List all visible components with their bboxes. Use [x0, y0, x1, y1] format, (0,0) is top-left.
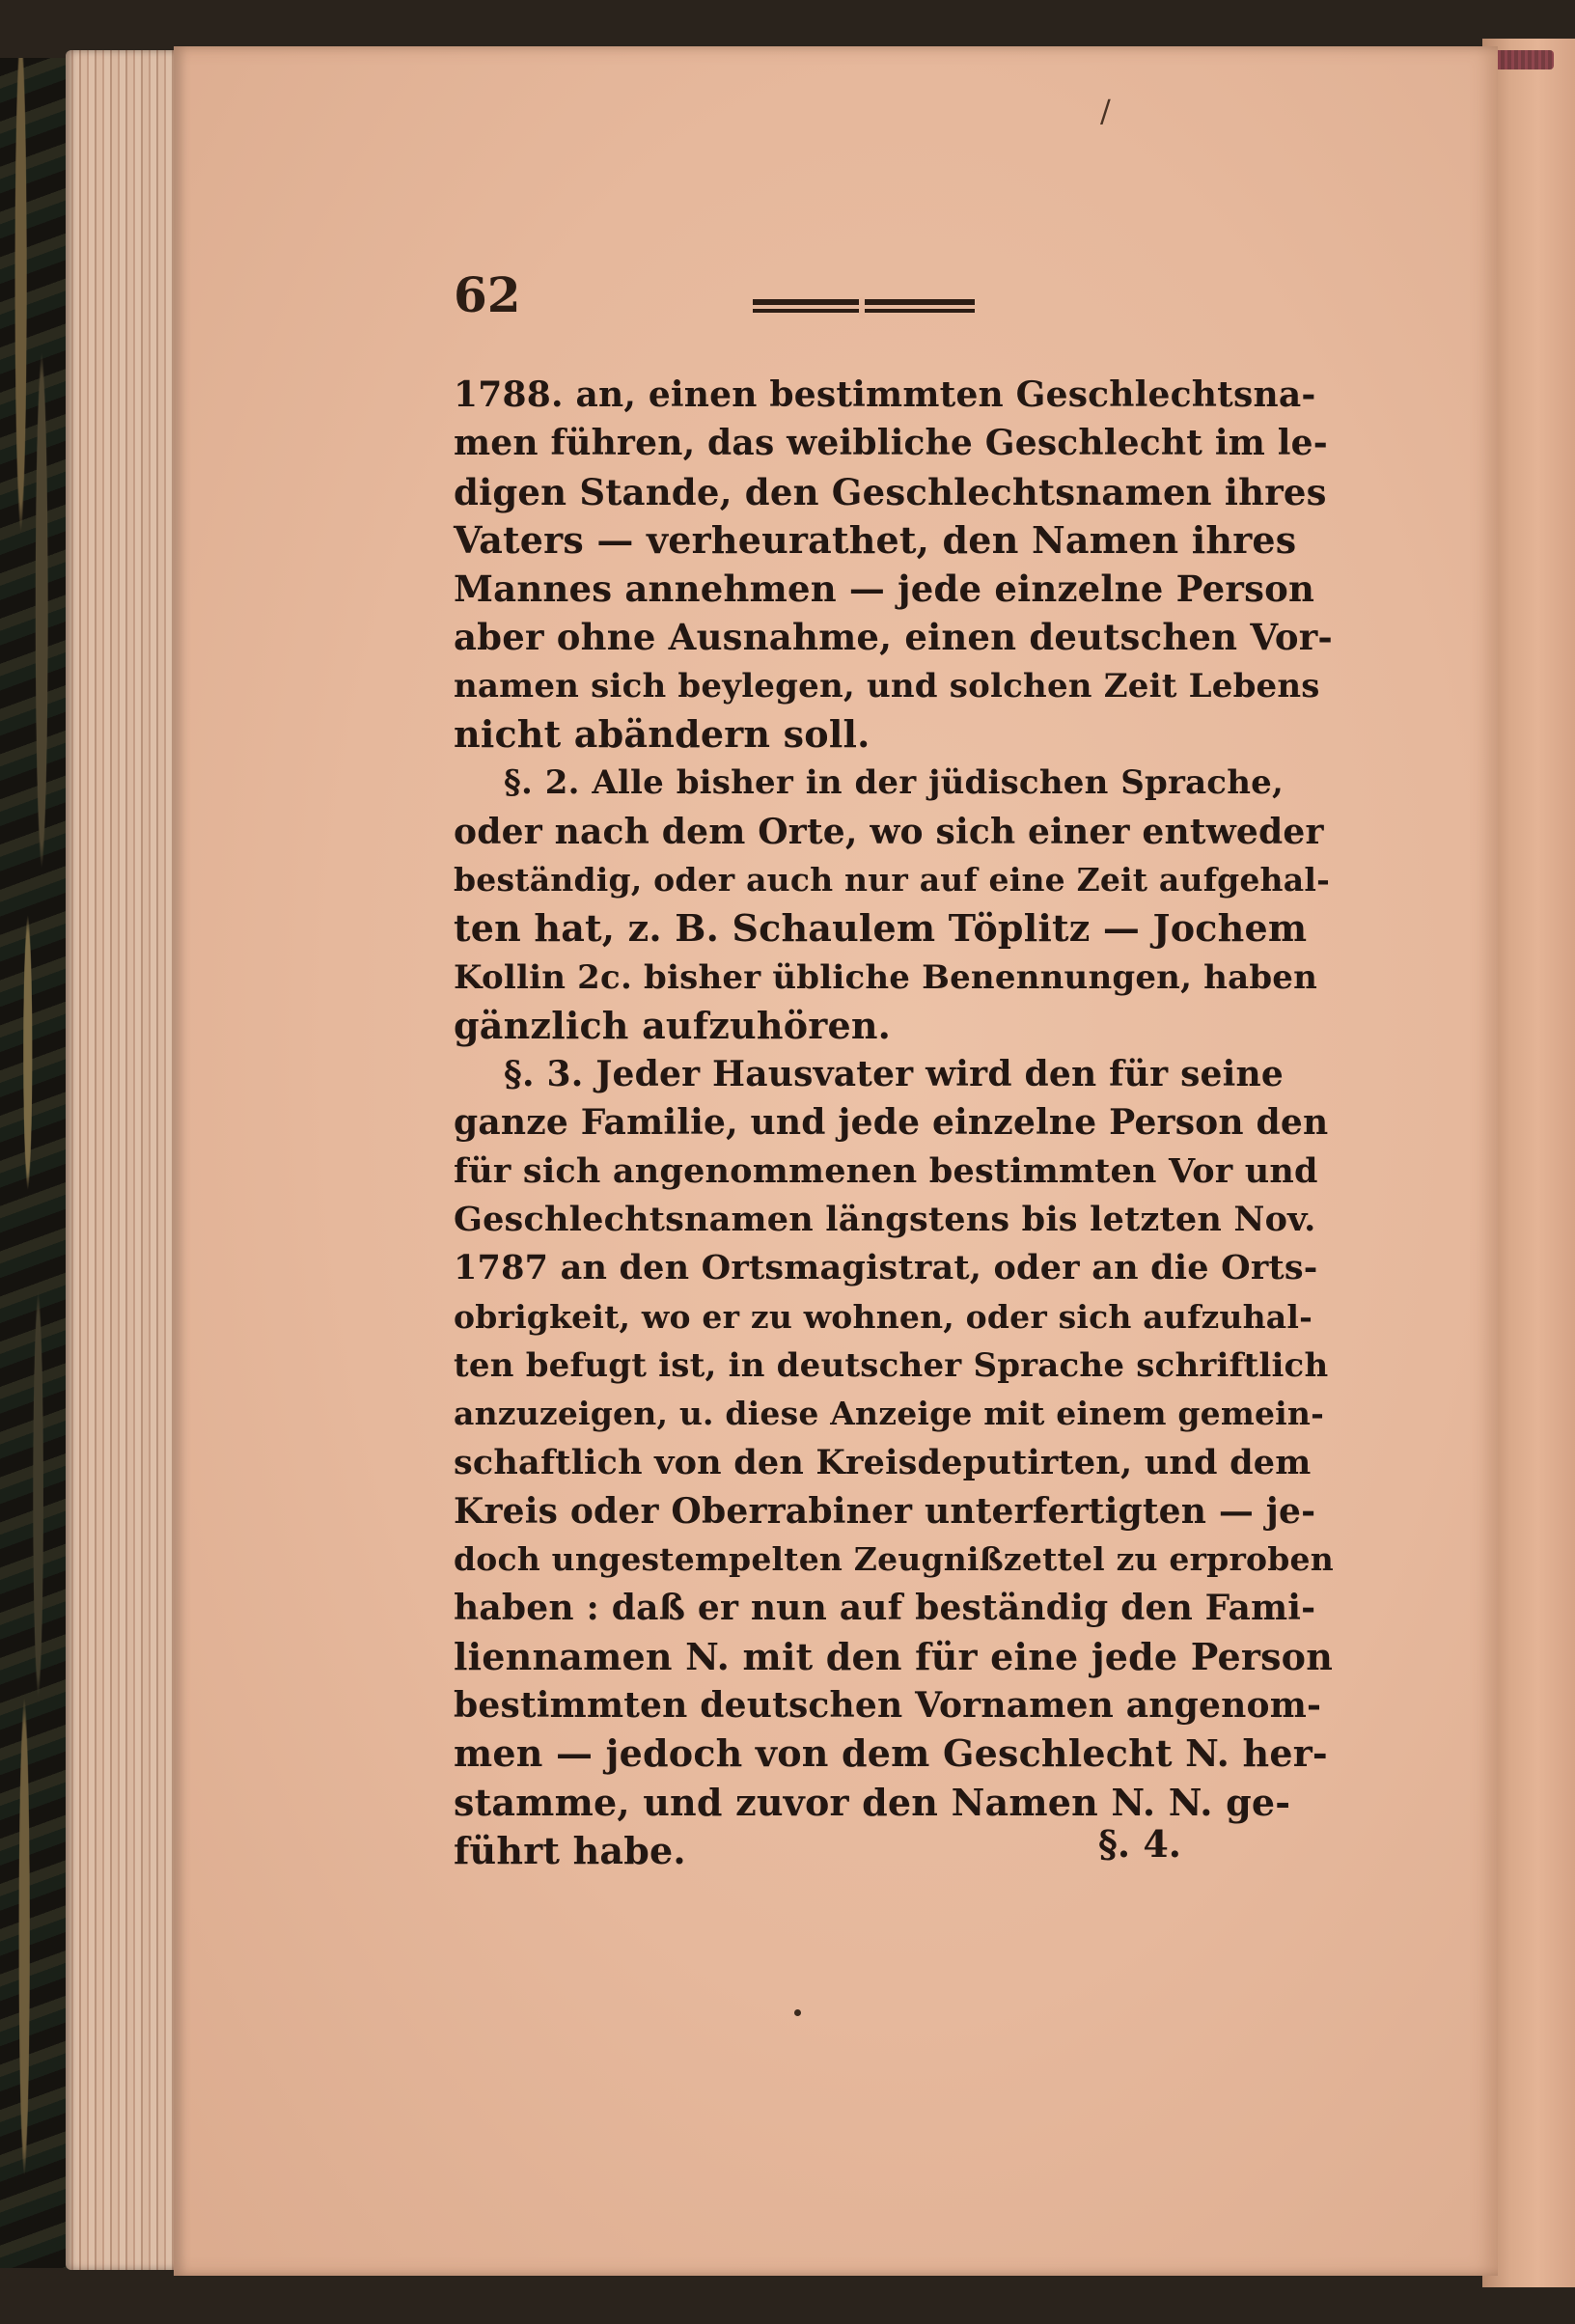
text-line: obrigkeit, wo er zu wohnen, oder sich aufzuhal-: [454, 1297, 1313, 1336]
text-line: aber ohne Ausnahme, einen deutschen Vor-: [454, 616, 1333, 659]
text-line: beständig, oder auch nur auf eine Zeit aufgehal-: [454, 860, 1330, 899]
catchword: §. 4.: [1098, 1822, 1182, 1866]
text-line: schaftlich von den Kreisdeputirten, und dem: [454, 1442, 1312, 1482]
text-line: oder nach dem Orte, wo sich einer entweder: [454, 811, 1324, 852]
body-text: [454, 371, 1334, 1875]
ink-speck: [794, 2009, 801, 2016]
page-edges: [66, 50, 181, 2270]
paragraph-start: §. 2. Alle bisher in der jüdischen Sprache,: [504, 763, 1284, 803]
text-line: namen sich beylegen, und solchen Zeit Lebens: [454, 666, 1320, 706]
text-line: digen Stande, den Geschlechtsnamen ihres: [454, 470, 1327, 513]
text-line: Mannes annehmen — jede einzelne Person: [454, 567, 1315, 611]
text-line: für sich angenommenen bestimmten Vor und: [454, 1150, 1318, 1191]
marbled-cover-edge: [0, 58, 72, 2268]
text-line: Vaters — verheurathet, den Namen ihres: [454, 517, 1297, 562]
text-line: haben : daß er nun auf beständig den Fami-: [454, 1588, 1316, 1629]
text-line: ten befugt ist, in deutscher Sprache schriftlich: [454, 1345, 1329, 1385]
text-line: 1787 an den Ortsmagistrat, oder an die Orts-: [454, 1248, 1318, 1288]
text-line: men — jedoch von dem Geschlecht N. her-: [454, 1731, 1328, 1776]
text-line: 1788. an, einen bestimmten Geschlechtsna-: [454, 374, 1316, 415]
text-line: liennamen N. mit den für eine jede Person: [454, 1634, 1334, 1678]
page-number: 62: [454, 266, 521, 323]
text-line: Geschlechtsnamen längstens bis letzten Nov.: [454, 1200, 1316, 1240]
top-mark: /: [1100, 93, 1111, 129]
text-line: stamme, und zuvor den Namen N. N. ge-: [454, 1780, 1291, 1824]
paragraph-start: §. 3. Jeder Hausvater wird den für seine: [504, 1054, 1284, 1095]
text-line: ganze Familie, und jede einzelne Person den: [454, 1102, 1329, 1144]
text-line: nicht abändern soll.: [454, 712, 870, 757]
header-ornament: [753, 297, 975, 318]
text-line: ten hat, z. B. Schaulem Töplitz — Jochem: [454, 906, 1308, 951]
text-line: doch ungestempelten Zeugnißzettel zu erproben: [454, 1540, 1334, 1579]
text-line: gänzlich aufzuhören.: [454, 1003, 892, 1047]
text-line: Kreis oder Oberrabiner unterfertigten — je-: [454, 1490, 1316, 1532]
text-line: anzuzeigen, u. diese Anzeige mit einem gemein-: [454, 1395, 1325, 1433]
text-line: führt habe.: [454, 1828, 686, 1872]
text-line: Kollin 2c. bisher übliche Benennungen, haben: [454, 957, 1318, 997]
text-line: men führen, das weibliche Geschlecht im le-: [454, 423, 1328, 464]
text-line: bestimmten deutschen Vornamen angenom-: [454, 1685, 1322, 1727]
